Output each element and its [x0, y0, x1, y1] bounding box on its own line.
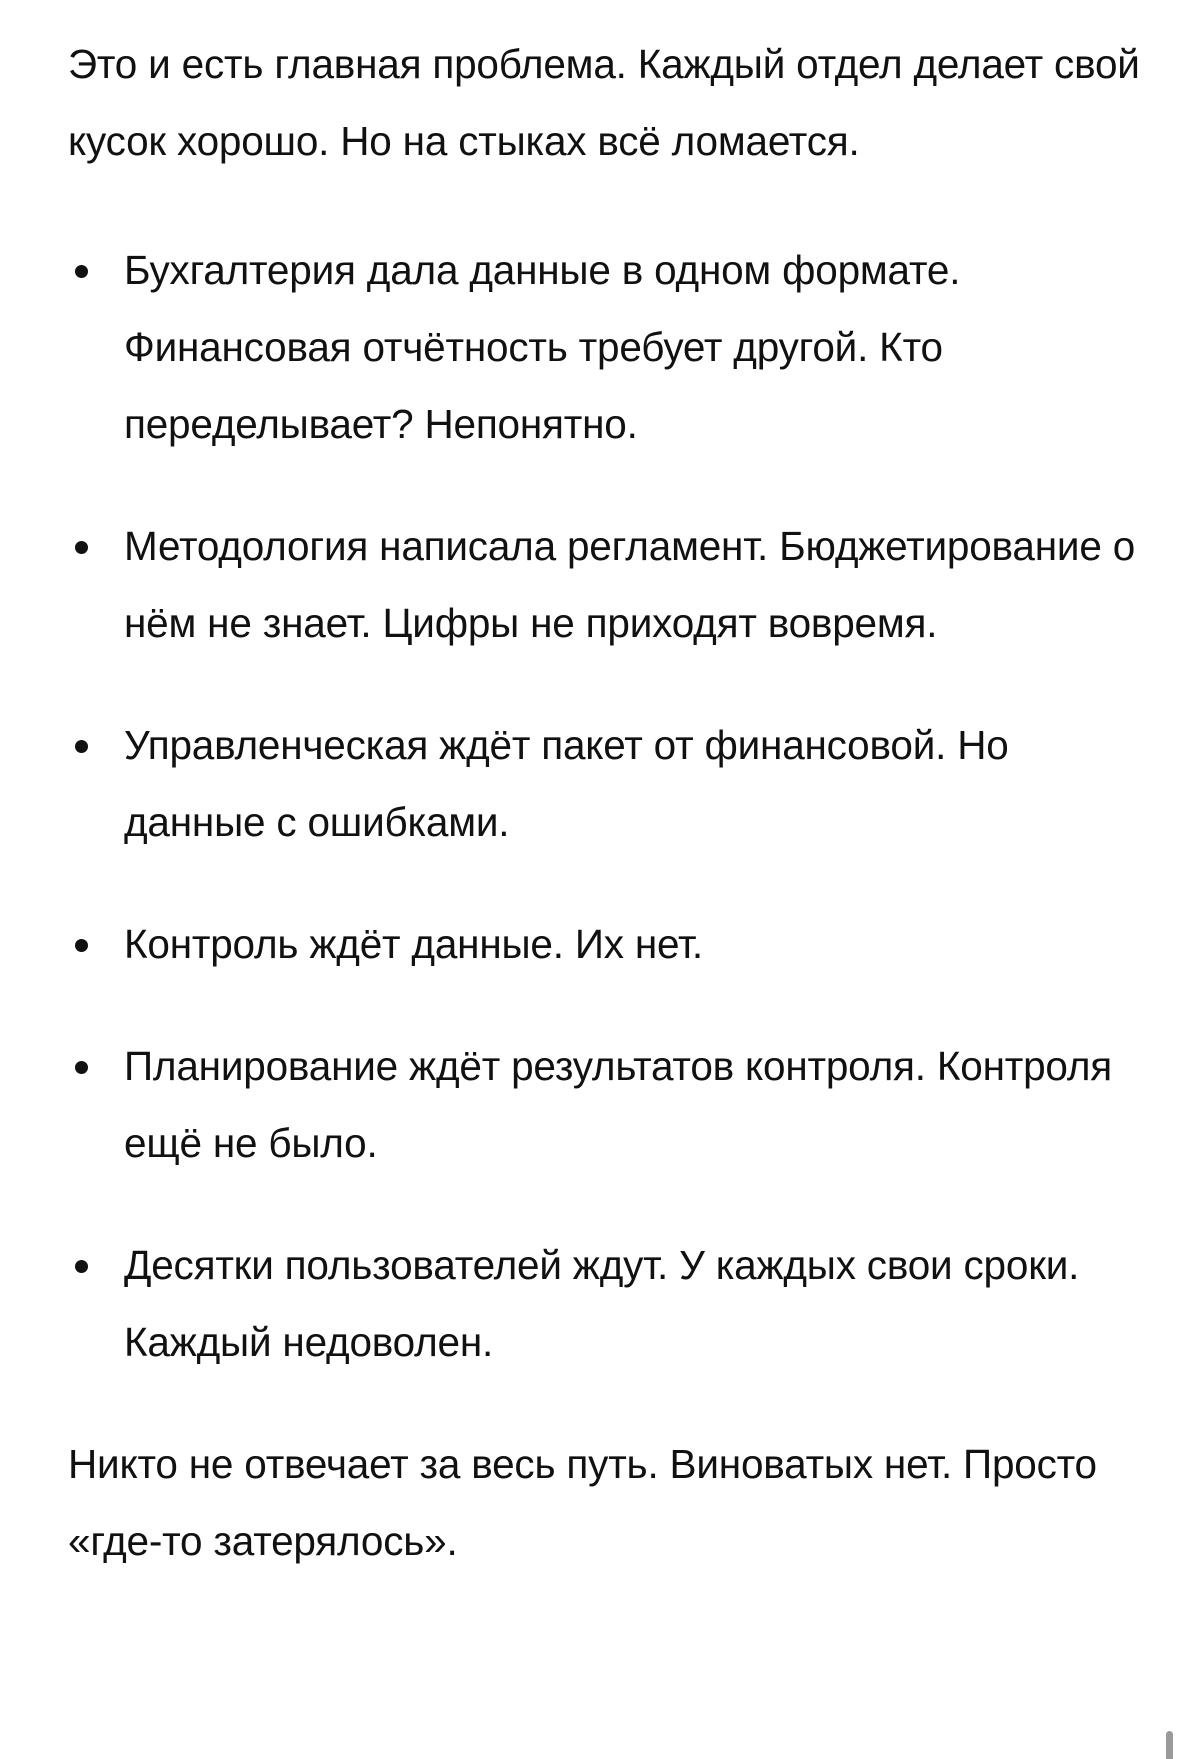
intro-paragraph: Это и есть главная проблема. Каждый отдел делает свой кусок хорошо. Но на стыках всё ломается.	[68, 41, 1140, 164]
bullet-icon	[75, 740, 88, 753]
outro-paragraph: Никто не отвечает за весь путь. Виноватых нет. Просто «где-то затерялось».	[68, 1441, 1097, 1564]
bullet-icon	[75, 1260, 88, 1273]
bullet-icon	[75, 265, 88, 278]
scrollbar[interactable]	[1166, 1731, 1173, 1759]
list-item	[68, 1227, 1148, 1381]
list-item-text: Планирование ждёт результатов контроля. Контроля ещё не было.	[124, 1043, 1113, 1166]
article-body	[68, 26, 1148, 1580]
list-item	[68, 906, 1148, 983]
list-item-text: Методология написала регламент. Бюджетирование о нём не знает. Цифры не приходят вовремя.	[124, 523, 1136, 646]
list-item-text: Десятки пользователей ждут. У каждых свои сроки. Каждый недоволен.	[124, 1242, 1080, 1365]
list-item	[68, 707, 1148, 861]
list-item-text: Управленческая ждёт пакет от финансовой. Но данные с ошибками.	[124, 722, 1009, 845]
list-item	[68, 508, 1148, 662]
bullet-icon	[75, 939, 88, 952]
bullet-icon	[75, 1061, 88, 1074]
list-item	[68, 1028, 1148, 1182]
list-item	[68, 232, 1148, 463]
list-item-text: Контроль ждёт данные. Их нет.	[124, 921, 703, 967]
bullet-icon	[75, 541, 88, 554]
list-item-text: Бухгалтерия дала данные в одном формате. Финансовая отчётность требует другой. Кто переделывает? Непонятно.	[124, 247, 961, 447]
problem-list	[68, 232, 1148, 1381]
